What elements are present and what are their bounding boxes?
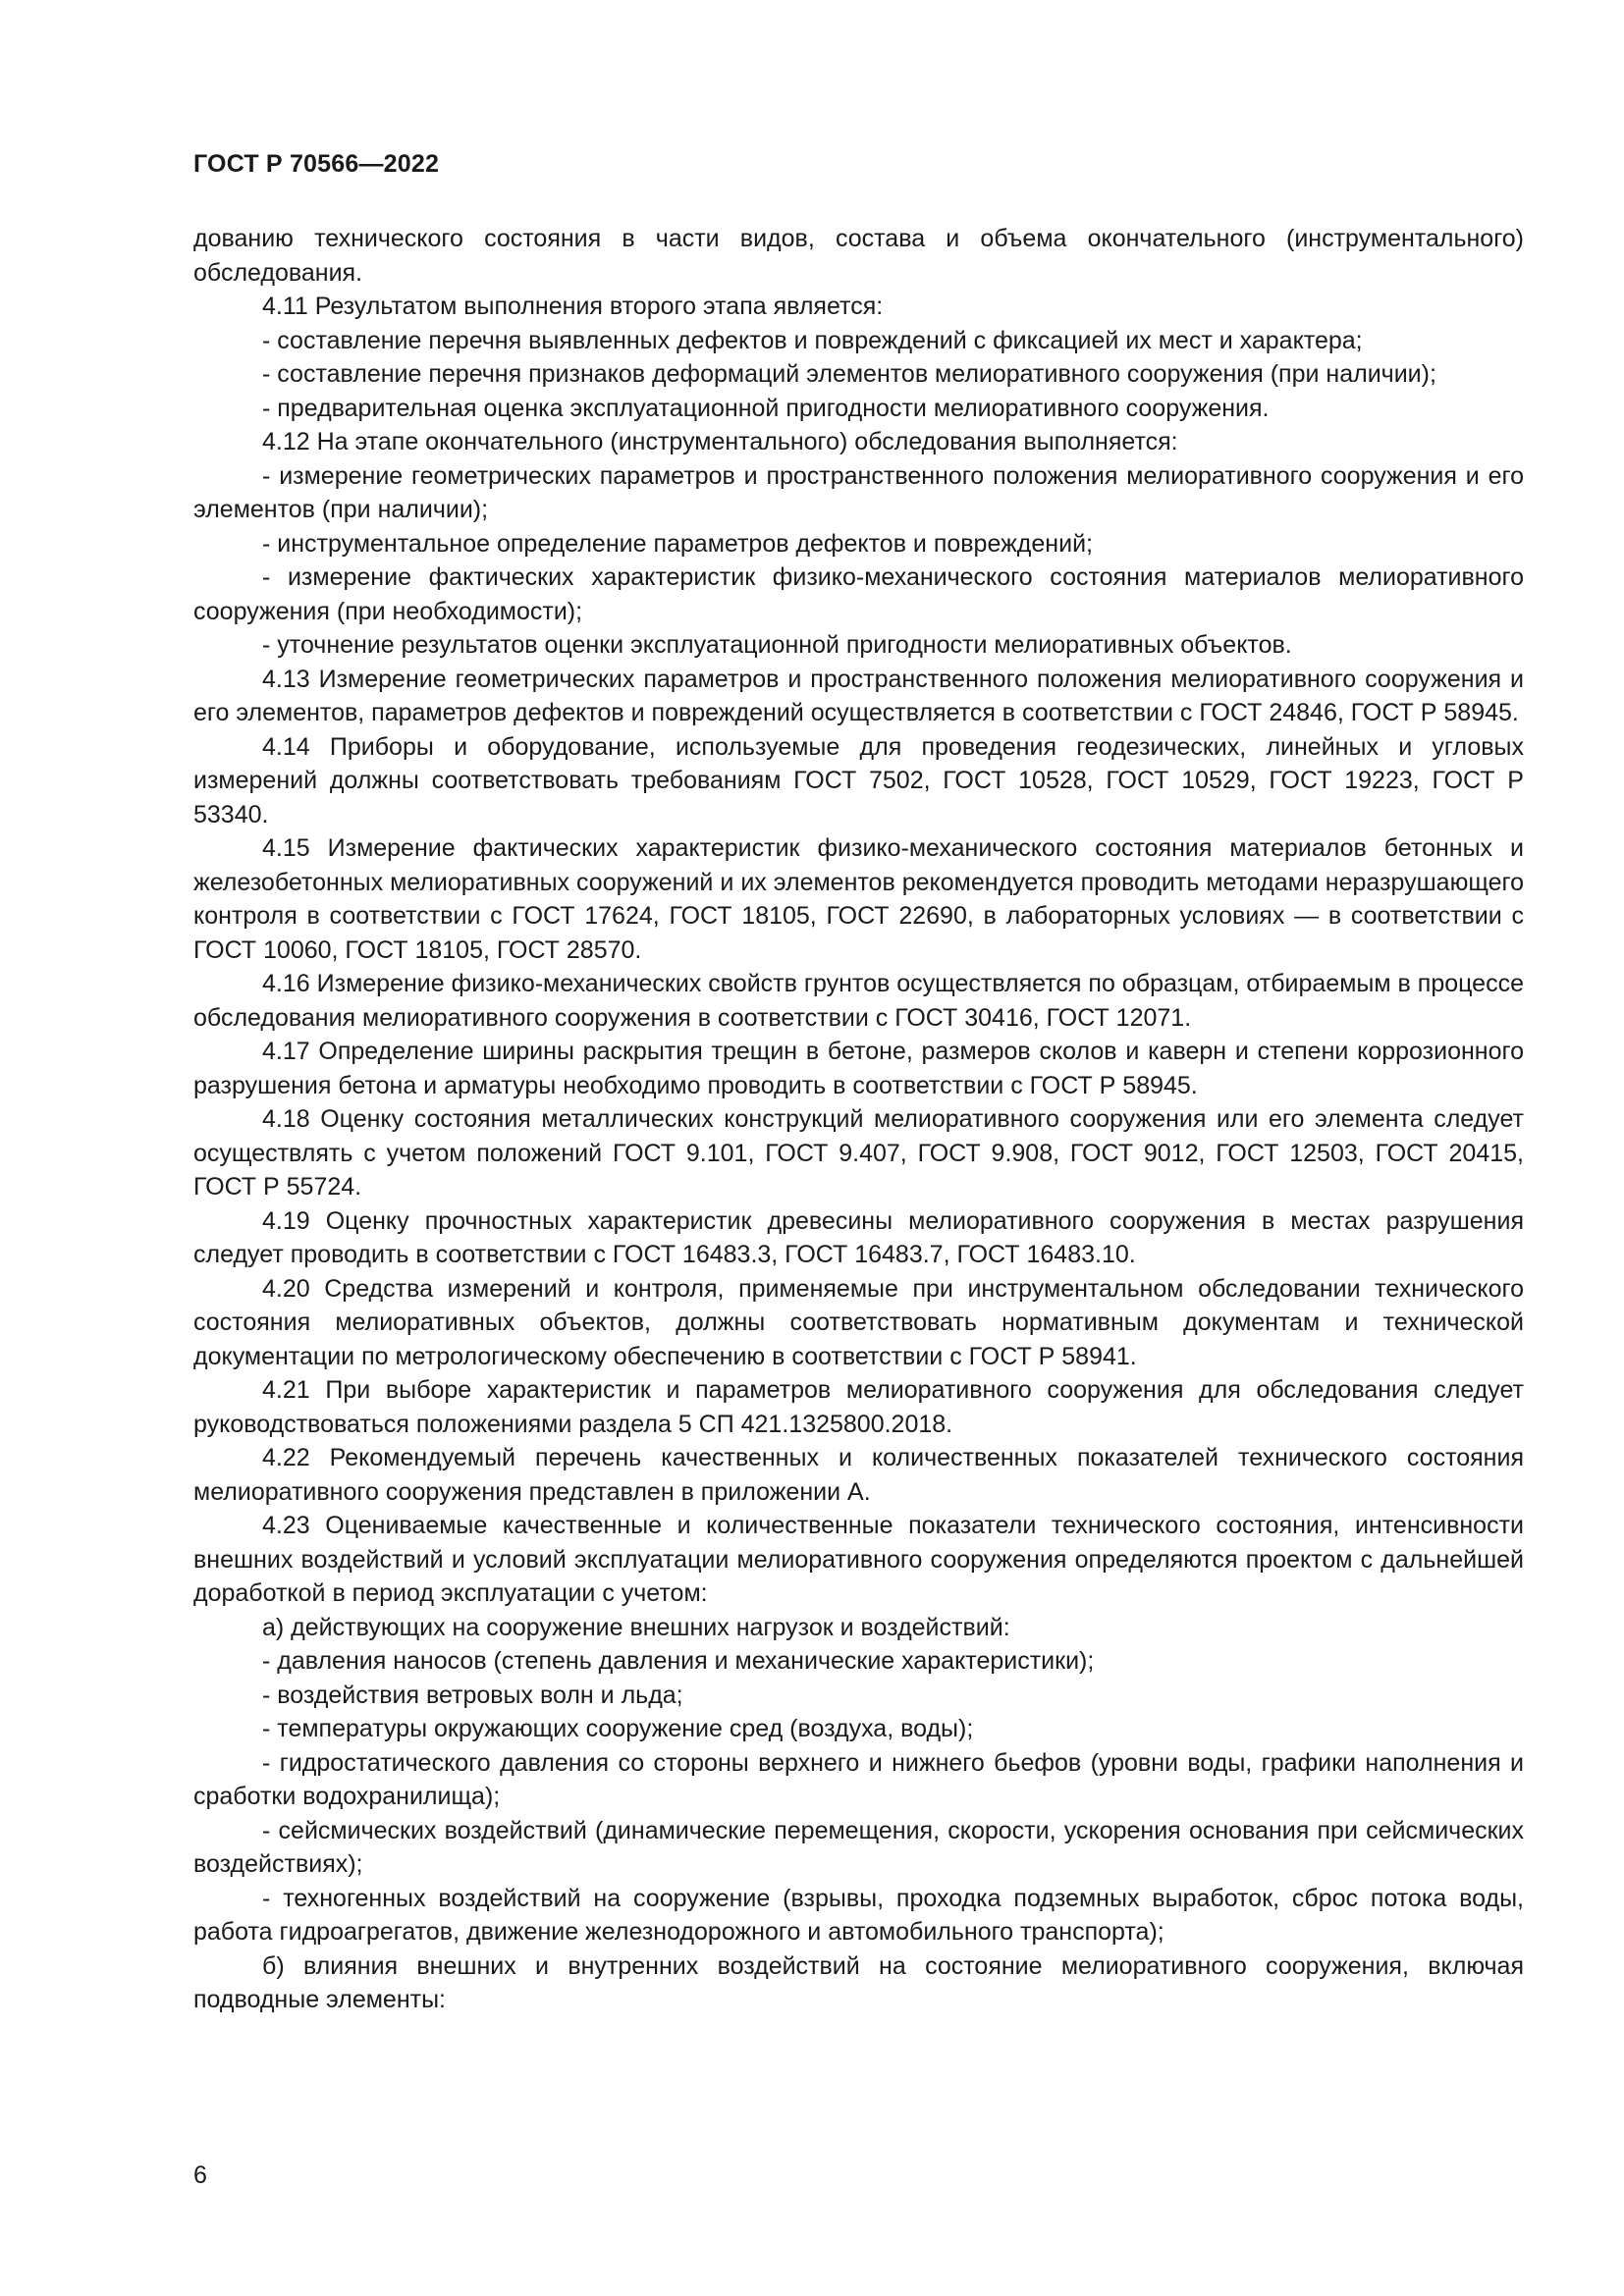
- list-item: - составление перечня признаков деформаций элементов мелиоративного сооружения (при наличии);: [262, 360, 1436, 388]
- paragraph: 4.15 Измерение фактических характеристик физико-механического состояния материалов бетонных и железобетонных мелиоративных сооружений и их элементов рекомендуется проводить методами неразрушающего контроля в соответствии с ГОСТ 17624, ГОСТ 18105, ГОСТ 22690, в лабораторных условиях — в соответствии с ГОСТ 10060, ГОСТ 18105, ГОСТ 28570.: [193, 834, 1524, 964]
- page-number: 6: [193, 2162, 207, 2189]
- paragraph: 4.22 Рекомендуемый перечень качественных и количественных показателей технического состояния мелиоративного сооружения представлен в приложении А.: [193, 1444, 1524, 1506]
- list-item: - температуры окружающих сооружение сред (воздуха, воды);: [262, 1715, 974, 1742]
- paragraph: 4.13 Измерение геометрических параметров и пространственного положения мелиоративного сооружения и его элементов, параметров дефектов и повреждений осуществляется в соответствии с ГОСТ 24846, ГОСТ Р 58945.: [193, 665, 1524, 726]
- list-item: - измерение геометрических параметров и пространственного положения мелиоративного сооружения и его элементов (при наличии);: [193, 461, 1524, 523]
- paragraph: 4.21 При выборе характеристик и параметров мелиоративного сооружения для обследования следует руководствоваться положениями раздела 5 СП 421.1325800.2018.: [193, 1376, 1524, 1438]
- document-body: [193, 222, 1524, 2017]
- list-item: - измерение фактических характеристик физико-механического состояния материалов мелиоративного сооружения (при необходимости);: [193, 563, 1524, 625]
- list-item: - воздействия ветровых волн и льда;: [262, 1681, 683, 1709]
- paragraph: 4.12 На этапе окончательного (инструментального) обследования выполняется:: [262, 428, 1178, 455]
- list-item: - гидростатического давления со стороны верхнего и нижнего бьефов (уровни воды, графики наполнения и сработки водохранилища);: [193, 1748, 1524, 1810]
- paragraph: 4.16 Измерение физико-механических свойств грунтов осуществляется по образцам, отбираемым в процессе обследования мелиоративного сооружения в соответствии с ГОСТ 30416, ГОСТ 12071.: [193, 970, 1524, 1032]
- list-item: - предварительная оценка эксплуатационной пригодности мелиоративного сооружения.: [262, 394, 1270, 422]
- paragraph: 4.11 Результатом выполнения второго этапа является:: [262, 293, 884, 320]
- list-item: - уточнение результатов оценки эксплуатационной пригодности мелиоративных объектов.: [262, 631, 1292, 659]
- paragraph: 4.17 Определение ширины раскрытия трещин в бетоне, размеров сколов и каверн и степени коррозионного разрушения бетона и арматуры необходимо проводить в соответствии с ГОСТ Р 58945.: [193, 1038, 1524, 1099]
- list-item: а) действующих на сооружение внешних нагрузок и воздействий:: [262, 1613, 1010, 1641]
- paragraph: 4.19 Оценку прочностных характеристик древесины мелиоративного сооружения в местах разрушения следует проводить в соответствии с ГОСТ 16483.3, ГОСТ 16483.7, ГОСТ 16483.10.: [193, 1206, 1524, 1268]
- paragraph: 4.14 Приборы и оборудование, используемые для проведения геодезических, линейных и угловых измерений должны соответствовать требованиям ГОСТ 7502, ГОСТ 10528, ГОСТ 10529, ГОСТ 19223, ГОСТ Р 53340.: [193, 732, 1524, 828]
- list-item: б) влияния внешних и внутренних воздействий на состояние мелиоративного сооружения, включая подводные элементы:: [193, 1951, 1524, 2013]
- document-code-header: ГОСТ Р 70566—2022: [193, 150, 440, 178]
- paragraph: 4.23 Оцениваемые качественные и количественные показатели технического состояния, интенсивности внешних воздействий и условий эксплуатации мелиоративного сооружения определяются проектом с дальнейшей доработкой в период эксплуатации с учетом:: [193, 1512, 1524, 1607]
- list-item: - сейсмических воздействий (динамические перемещения, скорости, ускорения основания при сейсмических воздействиях);: [193, 1816, 1524, 1878]
- paragraph: 4.18 Оценку состояния металлических конструкций мелиоративного сооружения или его элемента следует осуществлять с учетом положений ГОСТ 9.101, ГОСТ 9.407, ГОСТ 9.908, ГОСТ 9012, ГОСТ 12503, ГОСТ 20415, ГОСТ Р 55724.: [193, 1105, 1524, 1201]
- list-item: - техногенных воздействий на сооружение (взрывы, проходка подземных выработок, сброс потока воды, работа гидроагрегатов, движение железнодорожного и автомобильного транспорта);: [193, 1884, 1524, 1946]
- list-item: - составление перечня выявленных дефектов и повреждений с фиксацией их мест и характера;: [262, 326, 1363, 354]
- paragraph: дованию технического состояния в части видов, состава и объема окончательного (инструментального) обследования.: [193, 225, 1524, 287]
- list-item: - инструментальное определение параметров дефектов и повреждений;: [262, 529, 1093, 558]
- paragraph: 4.20 Средства измерений и контроля, применяемые при инструментальном обследовании технического состояния мелиоративных объектов, должны соответствовать нормативным документам и технической документации по метрологическому обеспечению в соответствии с ГОСТ Р 58941.: [193, 1274, 1524, 1370]
- list-item: - давления наносов (степень давления и механические характеристики);: [262, 1647, 1095, 1675]
